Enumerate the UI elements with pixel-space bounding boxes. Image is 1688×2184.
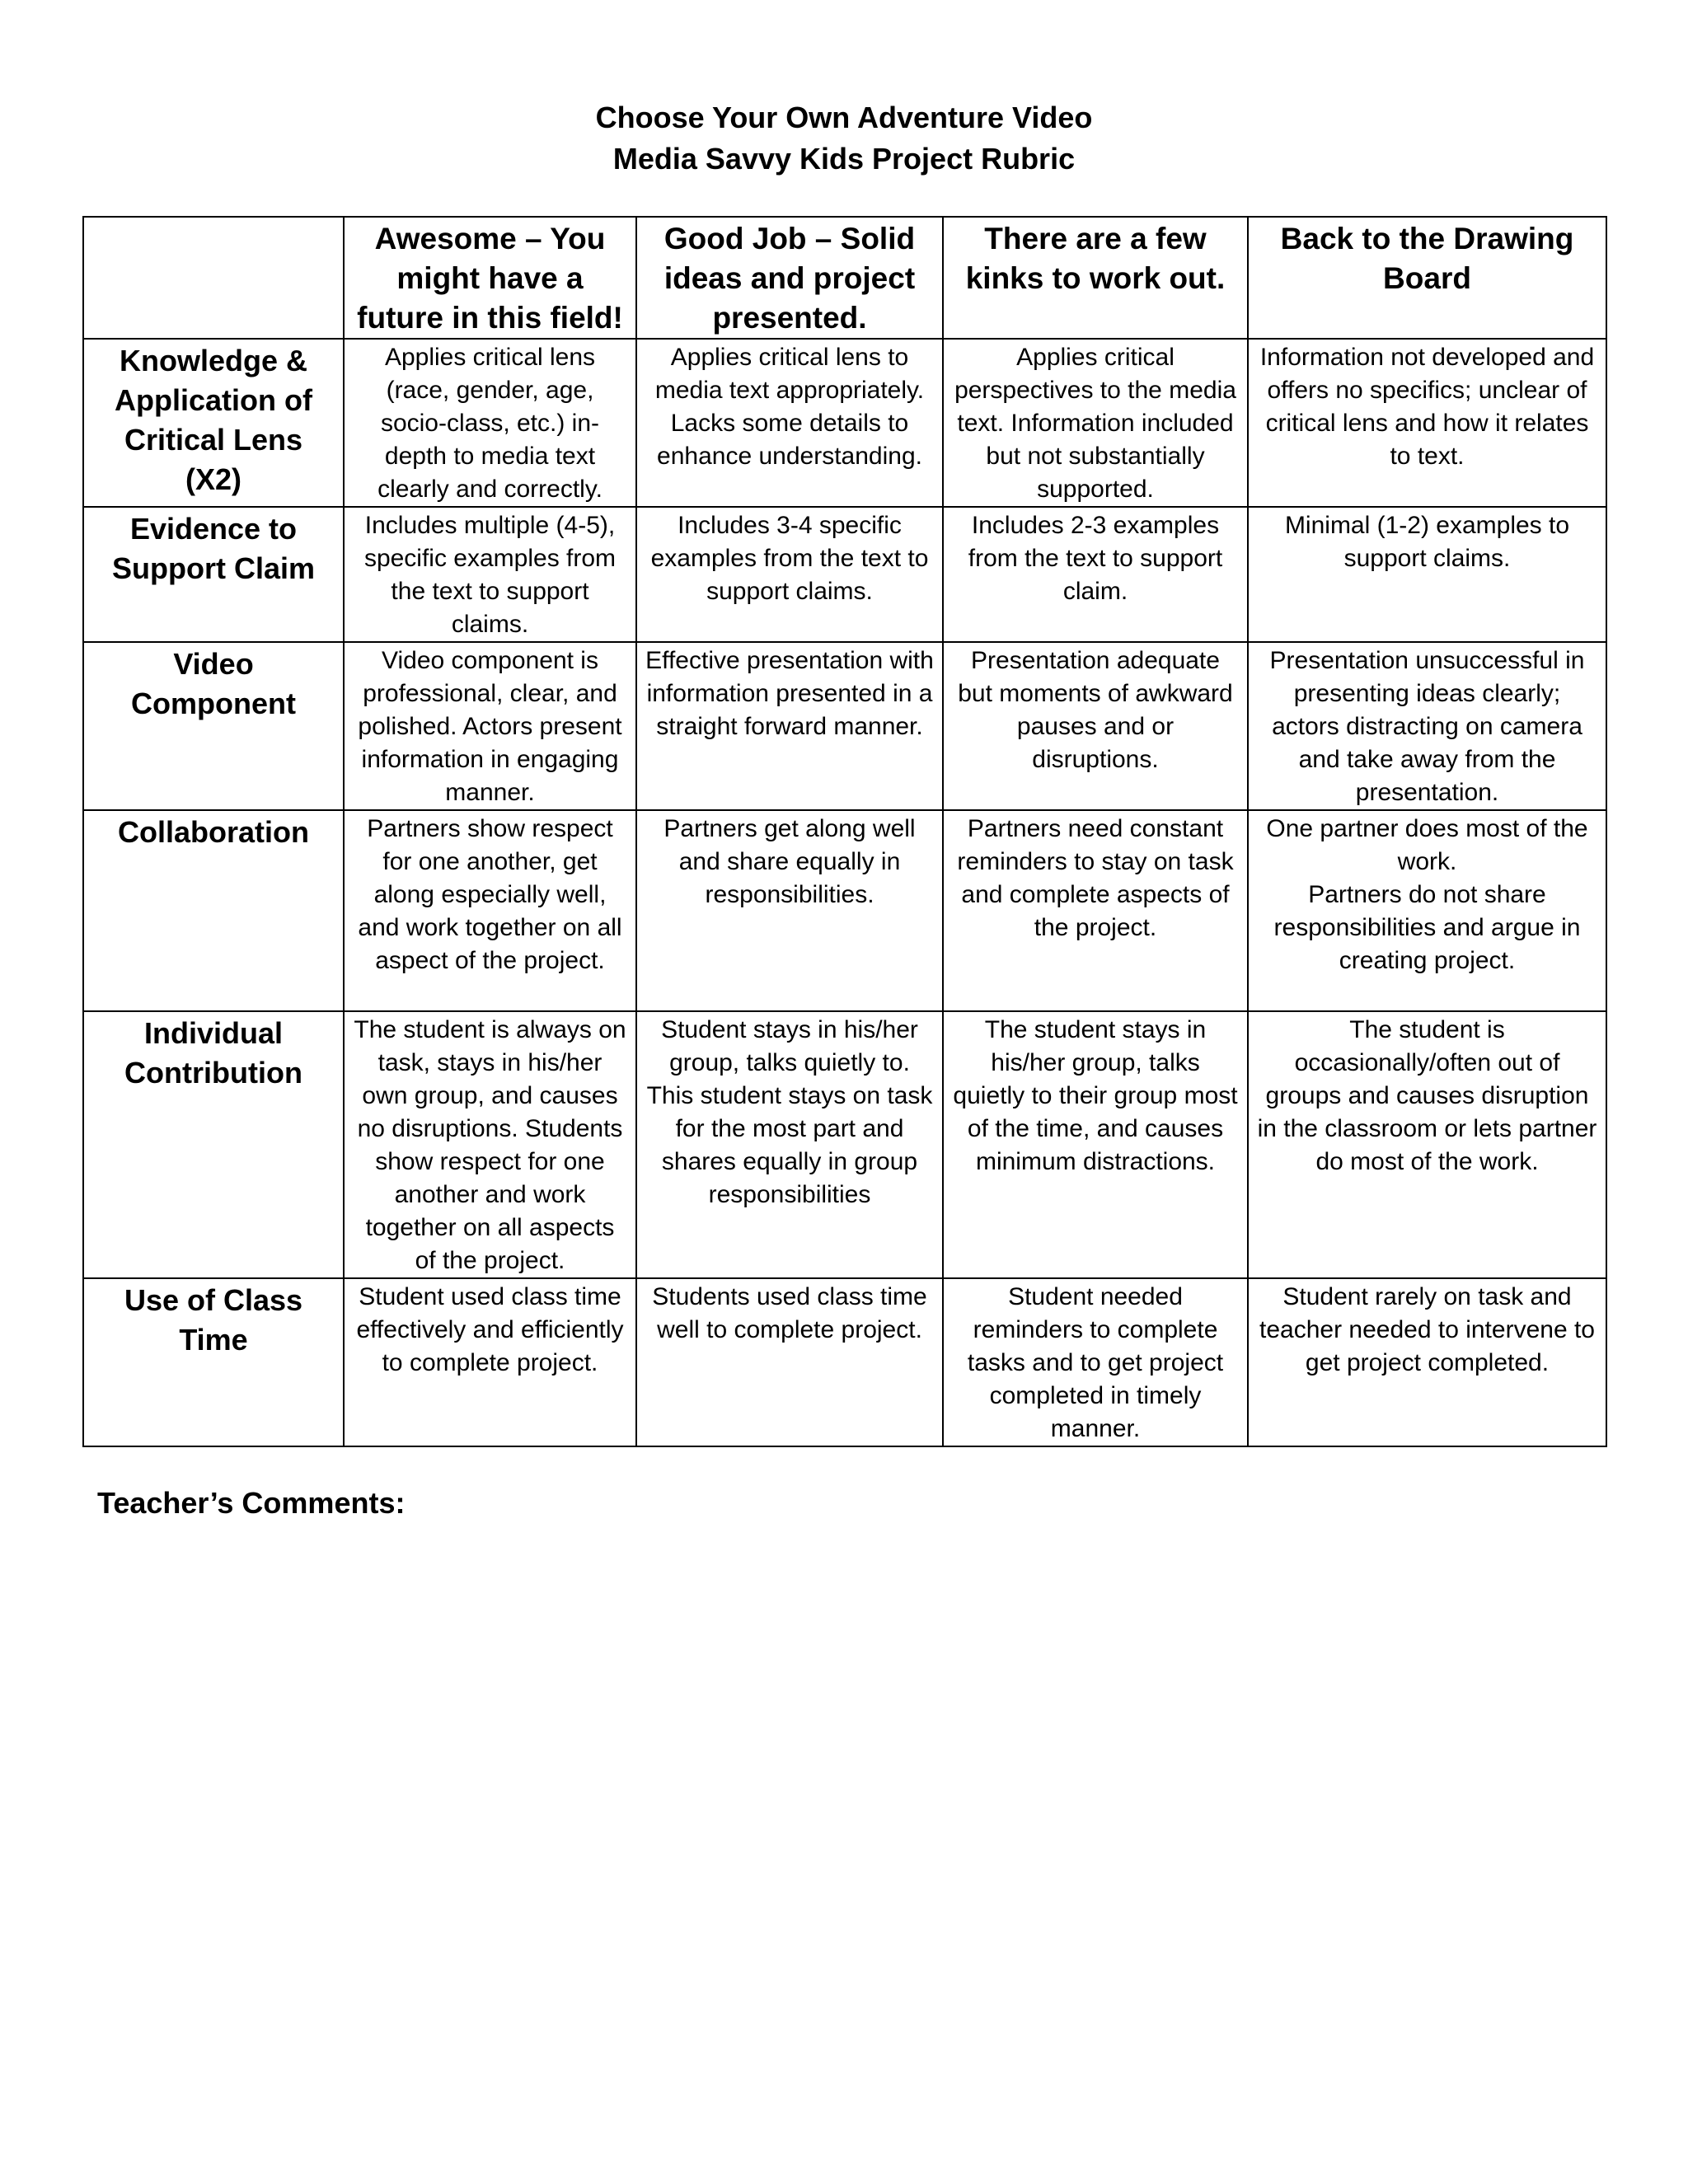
rubric-cell: Students used class time well to complete project.	[636, 1278, 943, 1446]
rubric-cell: Partners need constant reminders to stay on task and complete aspects of the project.	[943, 810, 1248, 1011]
criterion-label: Use of Class Time	[83, 1278, 344, 1446]
title-line-1: Choose Your Own Adventure Video	[595, 101, 1093, 134]
rubric-cell: Applies critical lens (race, gender, age, socio-class, etc.) in-depth to media text clearly and correctly.	[344, 339, 636, 507]
title-line-2: Media Savvy Kids Project Rubric	[612, 142, 1076, 176]
header-awesome: Awesome – You might have a future in this field!	[344, 217, 636, 339]
rubric-row-collaboration	[83, 810, 1606, 1011]
rubric-cell: Video component is professional, clear, and polished. Actors present information in engaging manner.	[344, 642, 636, 810]
rubric-cell: Minimal (1-2) examples to support claims.	[1248, 507, 1606, 642]
criterion-label: Individual Contribution	[83, 1011, 344, 1278]
rubric-cell: The student is occasionally/often out of groups and causes disruption in the classroom or lets partner do most of the work.	[1248, 1011, 1606, 1278]
rubric-table	[82, 216, 1607, 1447]
rubric-cell: The student stays in his/her group, talks quietly to their group most of the time, and causes minimum distractions.	[943, 1011, 1248, 1278]
rubric-cell: The student is always on task, stays in his/her own group, and causes no disruptions. Students show respect for one another and work together on all aspects of the project.	[344, 1011, 636, 1278]
criterion-label: Evidence to Support Claim	[83, 507, 344, 642]
rubric-cell: Includes multiple (4-5), specific examples from the text to support claims.	[344, 507, 636, 642]
rubric-cell: Student needed reminders to complete tasks and to get project completed in timely manner.	[943, 1278, 1248, 1446]
rubric-cell: Includes 3-4 specific examples from the text to support claims.	[636, 507, 943, 642]
teacher-comments-label: Teacher’s Comments:	[97, 1486, 406, 1520]
rubric-cell: Presentation adequate but moments of awkward pauses and or disruptions.	[943, 642, 1248, 810]
rubric-row-video	[83, 642, 1606, 810]
rubric-cell: Partners show respect for one another, get along especially well, and work together on all aspect of the project.	[344, 810, 636, 1011]
rubric-row-knowledge	[83, 339, 1606, 507]
rubric-cell: One partner does most of the work. Partners do not share responsibilities and argue in creating project.	[1248, 810, 1606, 1011]
criterion-label: Knowledge & Application of Critical Lens (X2)	[83, 339, 344, 507]
rubric-header-row	[83, 217, 1606, 339]
document-title	[0, 97, 1688, 180]
rubric-cell: Presentation unsuccessful in presenting ideas clearly; actors distracting on camera and take away from the presentation.	[1248, 642, 1606, 810]
header-blank-cell	[83, 217, 344, 339]
rubric-cell: Applies critical perspectives to the media text. Information included but not substantially supported.	[943, 339, 1248, 507]
rubric-cell: Information not developed and offers no specifics; unclear of critical lens and how it relates to text.	[1248, 339, 1606, 507]
rubric-row-evidence	[83, 507, 1606, 642]
rubric-cell: Student rarely on task and teacher needed to intervene to get project completed.	[1248, 1278, 1606, 1446]
rubric-cell: Student used class time effectively and efficiently to complete project.	[344, 1278, 636, 1446]
header-good-job: Good Job – Solid ideas and project presented.	[636, 217, 943, 339]
rubric-row-individual	[83, 1011, 1606, 1278]
criterion-label: Collaboration	[83, 810, 344, 1011]
rubric-cell: Includes 2-3 examples from the text to support claim.	[943, 507, 1248, 642]
criterion-label: Video Component	[83, 642, 344, 810]
rubric-cell: Applies critical lens to media text appropriately. Lacks some details to enhance understanding.	[636, 339, 943, 507]
rubric-cell: Effective presentation with information presented in a straight forward manner.	[636, 642, 943, 810]
header-few-kinks: There are a few kinks to work out.	[943, 217, 1248, 339]
rubric-cell: Student stays in his/her group, talks quietly to. This student stays on task for the most part and shares equally in group responsibilities	[636, 1011, 943, 1278]
rubric-row-class-time	[83, 1278, 1606, 1446]
rubric-cell: Partners get along well and share equally in responsibilities.	[636, 810, 943, 1011]
header-drawing-board: Back to the Drawing Board	[1248, 217, 1606, 339]
